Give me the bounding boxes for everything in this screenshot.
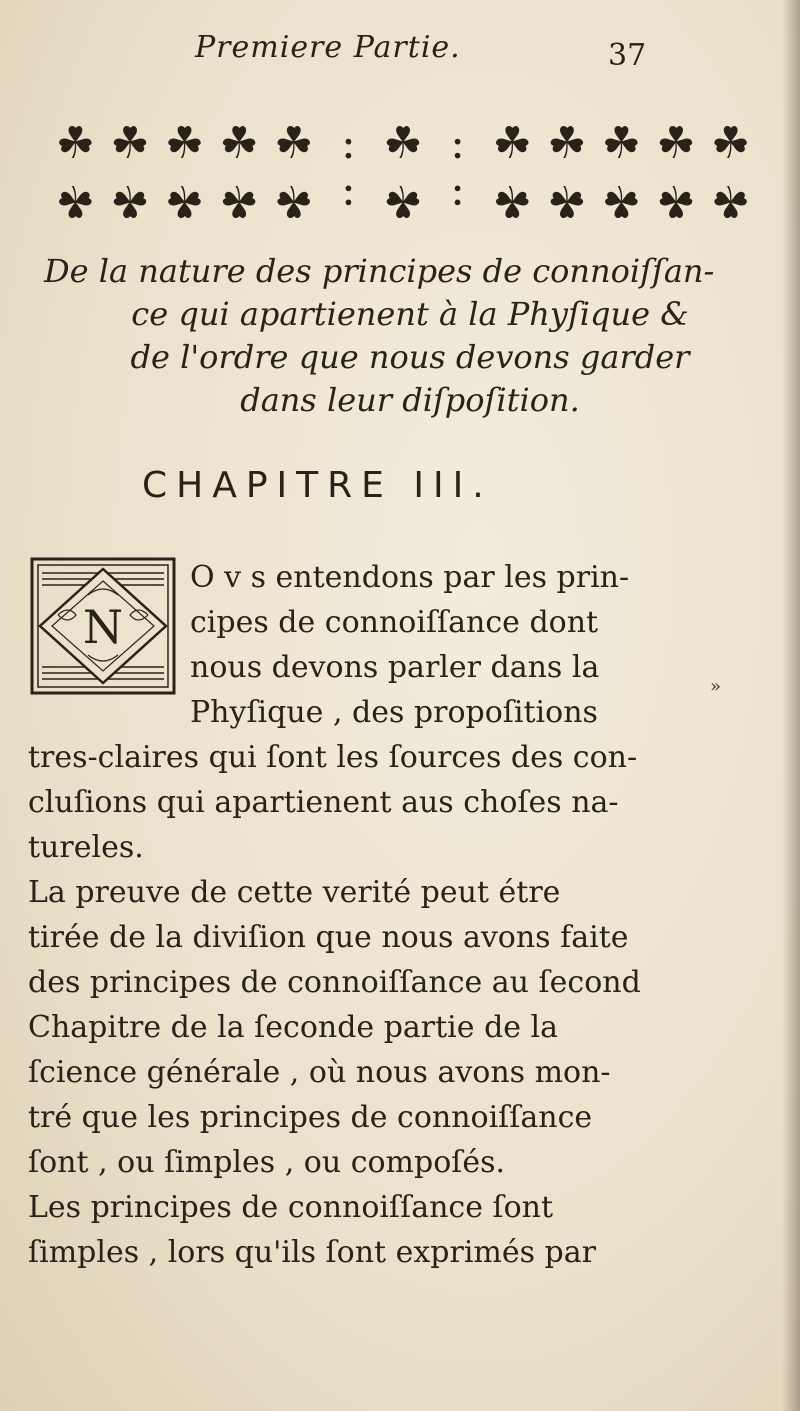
fleuron-icon: ☘ <box>383 118 423 169</box>
text-line: O v s entendons par les prin- <box>190 560 630 595</box>
fleuron-icon: ☘ <box>55 175 96 226</box>
text-line: cluſions qui apartienent aus choſes na- <box>28 785 619 820</box>
text-line: cipes de connoiſſance dont <box>190 605 599 640</box>
fleuron-icon: ☘ <box>656 118 696 169</box>
ornament-row-bottom <box>48 174 758 226</box>
fleuron-ornament-band <box>48 118 758 230</box>
fleuron-icon: ☘ <box>492 175 532 226</box>
section-heading <box>20 250 800 422</box>
text-line: tré que les principes de connoiſſance <box>28 1100 593 1135</box>
fleuron-icon: ☘ <box>164 175 205 226</box>
heading-line-2: ce qui apartienent à la Phyſique & <box>131 295 689 333</box>
fleuron-icon: ☘ <box>601 175 642 226</box>
margin-mark: » <box>710 676 722 697</box>
ornament-row-top <box>48 118 758 170</box>
heading-line-1: De la nature des principes de connoiſſan- <box>44 252 715 290</box>
fleuron-icon: ☘ <box>547 118 587 169</box>
text-line: La preuve de cette verité peut étre <box>28 875 561 910</box>
fleuron-icon: ☘ <box>164 118 205 169</box>
fleuron-icon: ☘ <box>547 175 587 226</box>
fleuron-icon: ☘ <box>383 175 423 226</box>
text-line: tirée de la diviſion que nous avons faite <box>28 920 629 955</box>
text-line: nous devons parler dans la <box>190 650 600 685</box>
fleuron-icon: ☘ <box>219 118 259 169</box>
fleuron-icon: ☘ <box>601 118 642 169</box>
fleuron-icon: ☘ <box>110 175 150 226</box>
text-line: des principes de connoiſſance au ſecond <box>28 965 641 1000</box>
ornament-separator: : <box>340 175 356 226</box>
ornament-separator: : <box>450 118 465 169</box>
text-line: ſimples , lors qu'ils ſont exprimés par <box>28 1235 596 1270</box>
fleuron-icon: ☘ <box>55 118 96 169</box>
text-line: Phyſique , des propoſitions <box>190 695 598 730</box>
text-line: tres-claires qui ſont les ſources des con- <box>28 740 638 775</box>
page-edge-shadow <box>782 0 800 1411</box>
drop-cap-letter: N <box>82 600 124 654</box>
fleuron-icon: ☘ <box>274 118 314 169</box>
heading-line-4: dans leur diſpoſition. <box>240 381 580 419</box>
heading-line-3: de l'ordre que nous devons garder <box>130 338 690 376</box>
page-number: 37 <box>608 38 647 73</box>
text-line: ſont , ou ſimples , ou compoſés. <box>28 1145 506 1180</box>
body-paragraphs <box>28 735 660 1275</box>
fleuron-icon: ☘ <box>710 118 751 169</box>
running-head: Premiere Partie. <box>195 30 461 65</box>
ornament-separator: : <box>450 175 465 226</box>
text-line: ſcience générale , où nous avons mon- <box>28 1055 611 1090</box>
drop-cap-ornament <box>28 555 178 705</box>
fleuron-icon: ☘ <box>492 118 532 169</box>
text-line: tureles. <box>28 830 144 865</box>
text-line: Chapitre de la ſeconde partie de la <box>28 1010 559 1045</box>
fleuron-icon: ☘ <box>710 175 751 226</box>
lines-beside-drop-cap <box>190 555 660 735</box>
fleuron-icon: ☘ <box>110 118 150 169</box>
text-line: Les principes de connoiſſance ſont <box>28 1190 554 1225</box>
ornament-separator: : <box>340 118 356 169</box>
chapter-title: CHAPITRE III. <box>142 465 493 506</box>
fleuron-icon: ☘ <box>219 175 259 226</box>
fleuron-icon: ☘ <box>274 175 314 226</box>
fleuron-icon: ☘ <box>656 175 696 226</box>
